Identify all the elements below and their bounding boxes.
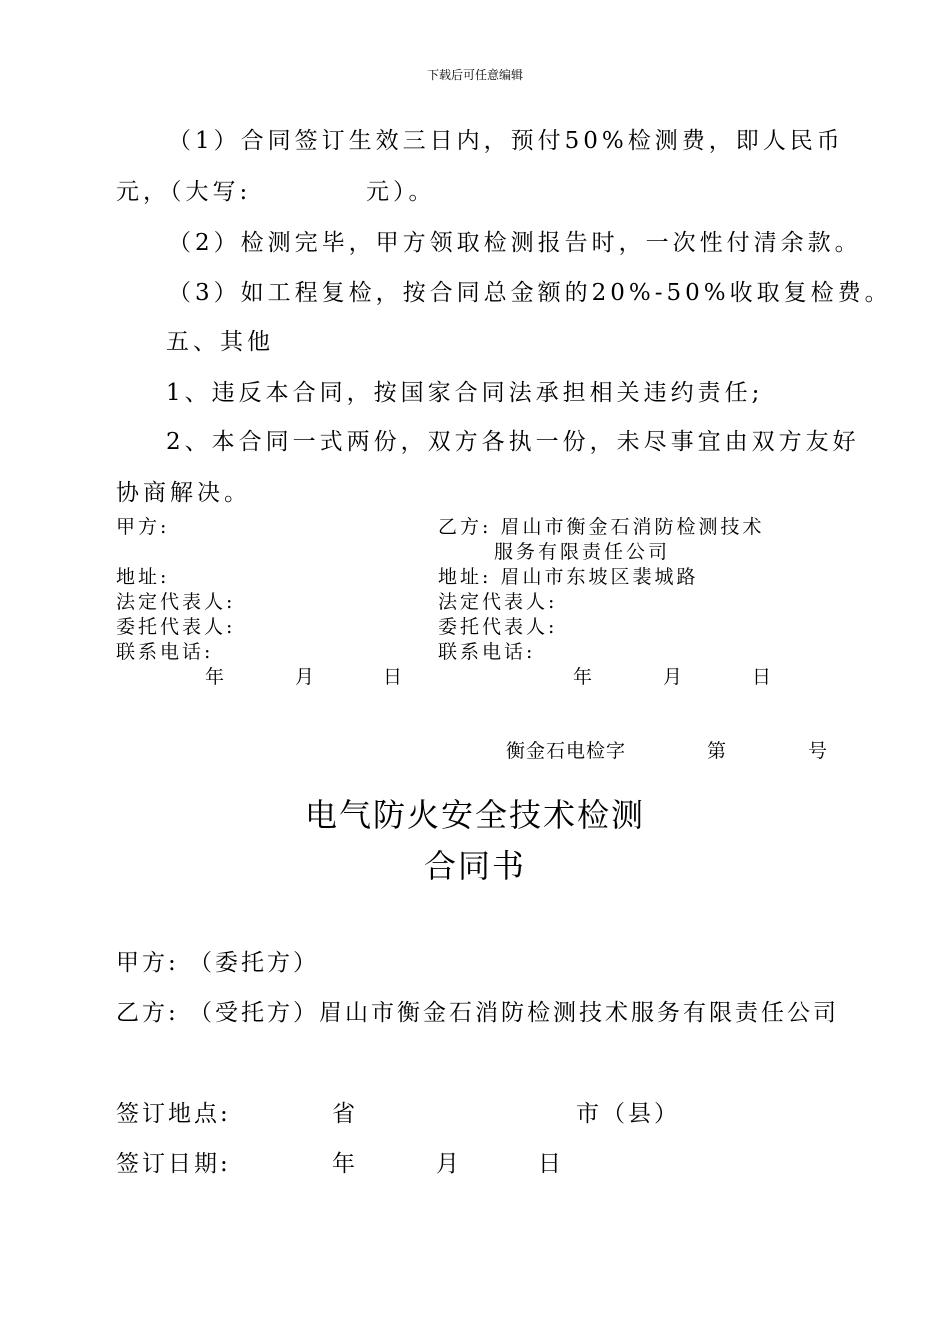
- doc-number-hao: 号: [808, 740, 831, 762]
- document-title: 电气防火安全技术检测: [304, 796, 645, 834]
- page-header: 下载后可任意编辑: [426, 68, 523, 82]
- party-b-date-month: 月: [663, 666, 686, 688]
- party-b-date-day: 日: [752, 666, 775, 688]
- other-item-2: 2、本合同一式两份，双方各执一份，未尽事宜由双方友好: [166, 429, 860, 455]
- signing-province: 省: [332, 1101, 358, 1127]
- party-a-date-month: 月: [295, 666, 318, 688]
- doc-number-di: 第: [707, 740, 730, 762]
- document-subtitle: 合同书: [423, 847, 526, 885]
- party-a-line: 甲方: （委托方）: [116, 950, 320, 976]
- party-b-legal-rep: 法定代表人:: [438, 591, 558, 613]
- party-a-date-day: 日: [383, 666, 406, 688]
- party-a-agent: 委托代表人:: [116, 616, 236, 638]
- payment-line-4: （3）如工程复检，按合同总金额的20%-50%收取复检费。: [168, 280, 892, 306]
- section-heading-other: 五、其他: [166, 329, 274, 355]
- party-a-address: 地址:: [116, 566, 170, 588]
- other-item-2-cont: 协商解决。: [116, 480, 251, 506]
- signing-city: 市（县）: [576, 1101, 680, 1127]
- party-b-address: 地址: 眉山市东坡区裴城路: [438, 566, 699, 588]
- party-a-date-year: 年: [205, 666, 228, 688]
- other-item-1: 1、违反本合同，按国家合同法承担相关违约责任;: [166, 380, 764, 406]
- signing-date-year: 年: [332, 1151, 358, 1177]
- party-b-agent: 委托代表人:: [438, 616, 558, 638]
- party-a-label: 甲方:: [116, 516, 170, 538]
- payment-line-2-start: 元，（大写:: [116, 179, 252, 205]
- signing-date-day: 日: [538, 1151, 564, 1177]
- party-b-label-cont: 服务有限责任公司: [494, 541, 671, 563]
- party-b-date-year: 年: [573, 666, 596, 688]
- party-a-phone: 联系电话:: [116, 641, 214, 663]
- party-a-legal-rep: 法定代表人:: [116, 591, 236, 613]
- payment-line-2-end: 元）。: [366, 179, 436, 205]
- doc-number-prefix: 衡金石电检字: [506, 740, 627, 762]
- signing-place-label: 签订地点:: [116, 1101, 231, 1127]
- payment-line-1: （1）合同签订生效三日内，预付50%检测费，即人民币: [168, 128, 844, 154]
- party-b-line: 乙方: （受托方）眉山市衡金石消防检测技术服务有限责任公司: [116, 1000, 840, 1026]
- party-b-phone: 联系电话:: [438, 641, 536, 663]
- party-b-label: 乙方: 眉山市衡金石消防检测技术: [438, 516, 765, 538]
- payment-line-3: （2）检测完毕，甲方领取检测报告时，一次性付清余款。: [168, 230, 862, 256]
- signing-date-month: 月: [436, 1151, 462, 1177]
- signing-date-label: 签订日期:: [116, 1151, 231, 1177]
